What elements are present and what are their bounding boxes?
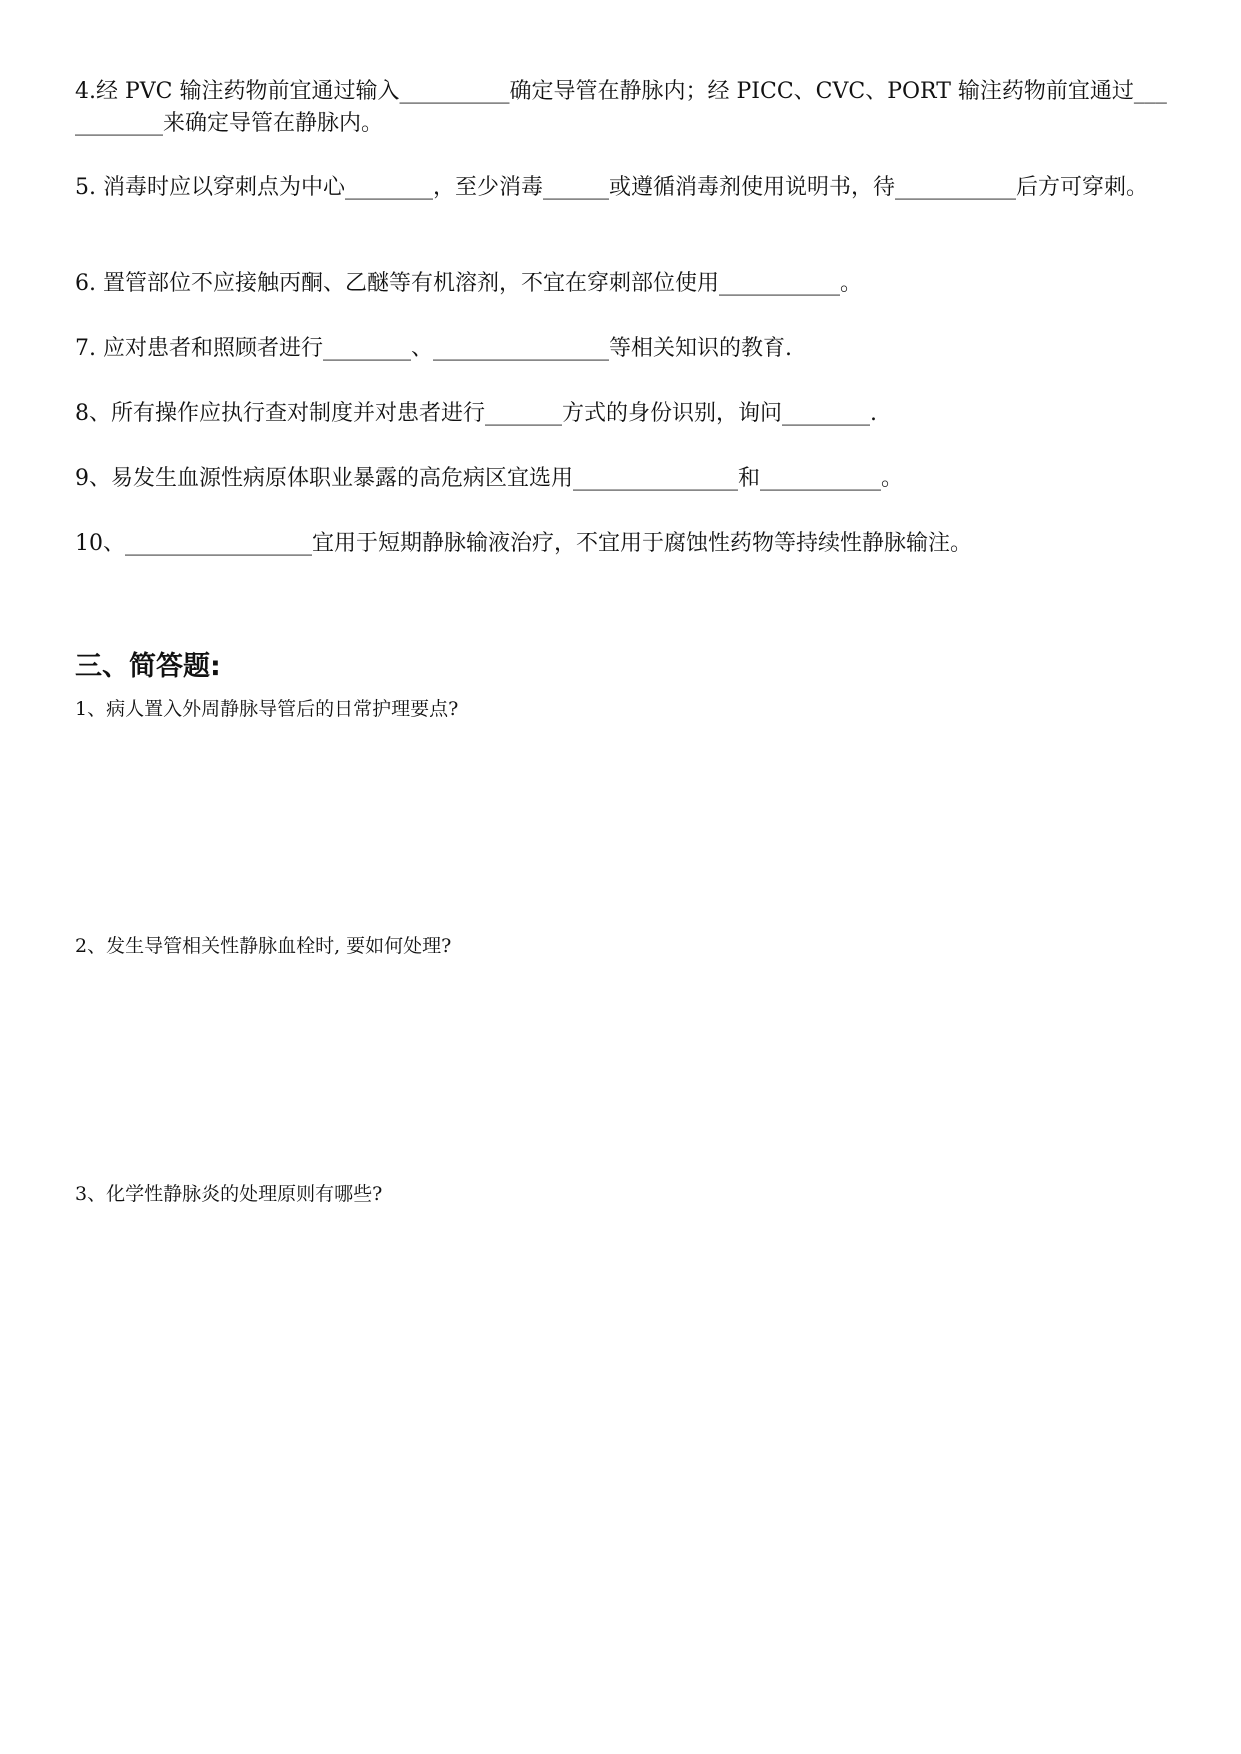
fill-in-question-5: 5. 消毒时应以穿刺点为中心________，至少消毒______或遵循消毒剂使用说明书，待___________后方可穿刺。 [75,175,1148,200]
fill-in-question-7: 7. 应对患者和照顾者进行________、________________等相关知识的教育. [75,336,792,361]
fill-in-question-9: 9、易发生血源性病原体职业暴露的高危病区宜选用_______________和___________。 [75,466,903,491]
section-heading-short-answer: 三、简答题: [75,651,221,682]
short-answer-question-1: 1、病人置入外周静脉导管后的日常护理要点? [75,698,459,720]
fill-in-question-10: 10、_________________宜用于短期静脉输液治疗，不宜用于腐蚀性药物等持续性静脉输注。 [75,531,972,556]
fill-in-question-8: 8、所有操作应执行查对制度并对患者进行_______方式的身份识别，询问________. [75,401,877,426]
short-answer-question-2: 2、发生导管相关性静脉血栓时, 要如何处理? [75,935,452,957]
short-answer-question-3: 3、化学性静脉炎的处理原则有哪些? [75,1183,383,1205]
fill-in-question-4: 4.经 PVC 输注药物前宜通过输入__________确定导管在静脉内；经 PICC、CVC、PORT 输注药物前宜通过___________来确定导管在静脉内。 [75,79,1167,136]
fill-in-question-6: 6. 置管部位不应接触丙酮、乙醚等有机溶剂，不宜在穿刺部位使用___________。 [75,271,862,296]
